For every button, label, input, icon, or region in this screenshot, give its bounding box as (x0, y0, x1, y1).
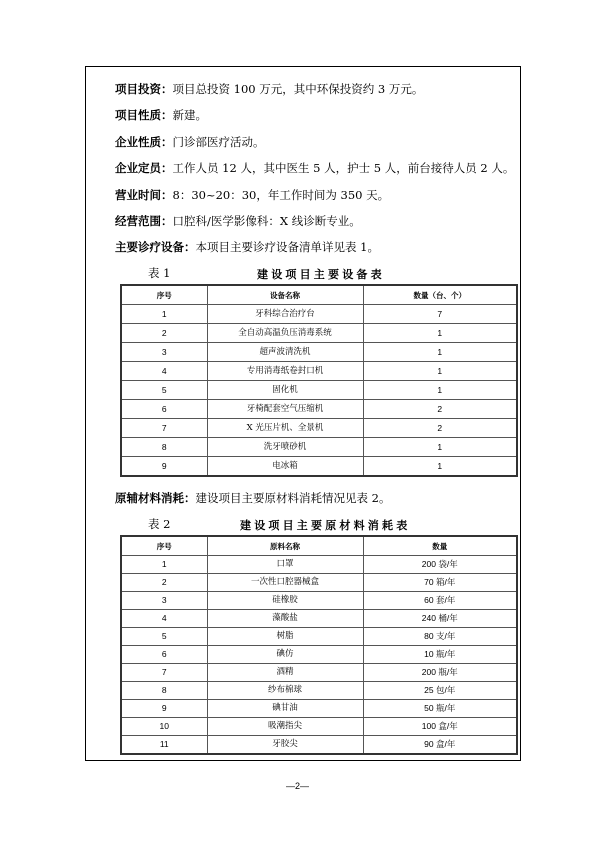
table-row (121, 736, 517, 755)
table-row (121, 628, 517, 646)
table-header-row (121, 285, 517, 305)
cell-name: 牙椅配套空气压缩机 (207, 400, 363, 419)
table-row (121, 305, 517, 324)
table-row (121, 362, 517, 381)
cell-quantity: 1 (363, 362, 517, 381)
paragraph-investment (115, 82, 423, 96)
cell-index: 10 (121, 718, 207, 736)
cell-index: 6 (121, 400, 207, 419)
text-materials: 建设项目主要原材料消耗情况见表 2。 (195, 491, 391, 505)
cell-index: 8 (121, 682, 207, 700)
cell-name: 洗牙喷砂机 (207, 438, 363, 457)
cell-name: 超声波清洗机 (207, 343, 363, 362)
cell-index: 11 (121, 736, 207, 755)
table1-caption-number: 表 1 (148, 266, 171, 280)
cell-quantity: 70 箱/年 (363, 574, 517, 592)
cell-index: 2 (121, 324, 207, 343)
table-row (121, 574, 517, 592)
cell-name: 一次性口腔器械盒 (207, 574, 363, 592)
cell-index: 4 (121, 362, 207, 381)
cell-quantity: 25 包/年 (363, 682, 517, 700)
cell-name: 专用消毒纸卷封口机 (207, 362, 363, 381)
cell-name: 藻酸盐 (207, 610, 363, 628)
cell-name: 硅橡胶 (207, 592, 363, 610)
table-row (121, 646, 517, 664)
label-investment: 项目投资： (115, 82, 173, 96)
cell-quantity: 200 瓶/年 (363, 664, 517, 682)
cell-name: X 光压片机、全景机 (207, 419, 363, 438)
cell-quantity: 10 瓶/年 (363, 646, 517, 664)
page-number: —2— (285, 781, 309, 791)
cell-name: 口罩 (207, 556, 363, 574)
text-enterprise-nature: 门诊部医疗活动。 (172, 135, 265, 149)
table-row (121, 381, 517, 400)
table-row (121, 682, 517, 700)
cell-quantity: 1 (363, 457, 517, 477)
label-enterprise-nature: 企业性质： (115, 135, 173, 149)
cell-index: 7 (121, 664, 207, 682)
cell-quantity: 1 (363, 381, 517, 400)
header-index: 序号 (121, 285, 207, 305)
cell-index: 1 (121, 305, 207, 324)
table-row (121, 610, 517, 628)
text-hours: 8：30~20：30，年工作时间为 350 天。 (172, 188, 390, 202)
cell-index: 3 (121, 592, 207, 610)
cell-index: 7 (121, 419, 207, 438)
cell-name: 碘仿 (207, 646, 363, 664)
cell-index: 8 (121, 438, 207, 457)
header-material-name: 原料名称 (207, 536, 363, 556)
cell-quantity: 1 (363, 438, 517, 457)
paragraph-scope (115, 214, 361, 228)
header-index: 序号 (121, 536, 207, 556)
cell-name: 电冰箱 (207, 457, 363, 477)
label-scope: 经营范围： (115, 214, 173, 228)
header-amount: 数量 (363, 536, 517, 556)
materials-table (120, 535, 518, 755)
table-row (121, 400, 517, 419)
table-row (121, 700, 517, 718)
table-row (121, 419, 517, 438)
cell-quantity: 2 (363, 419, 517, 438)
cell-name: 全自动高温负压消毒系统 (207, 324, 363, 343)
table-row (121, 592, 517, 610)
cell-name: 酒精 (207, 664, 363, 682)
paragraph-materials (115, 491, 390, 505)
table-row (121, 718, 517, 736)
text-scope: 口腔科/医学影像科：X 线诊断专业。 (172, 214, 361, 228)
cell-quantity: 60 套/年 (363, 592, 517, 610)
cell-name: 吸潮指尖 (207, 718, 363, 736)
cell-index: 2 (121, 574, 207, 592)
cell-quantity: 200 袋/年 (363, 556, 517, 574)
text-nature: 新建。 (172, 108, 207, 122)
table-row (121, 556, 517, 574)
cell-name: 纱布棉球 (207, 682, 363, 700)
table1-caption-title: 建设项目主要设备表 (257, 268, 385, 281)
cell-quantity: 7 (363, 305, 517, 324)
label-staffing: 企业定员： (115, 161, 173, 175)
paragraph-equipment (115, 240, 379, 254)
cell-name: 碘甘油 (207, 700, 363, 718)
cell-quantity: 1 (363, 324, 517, 343)
header-quantity: 数量（台、个） (363, 285, 517, 305)
paragraph-staffing (115, 161, 514, 175)
label-hours: 营业时间： (115, 188, 173, 202)
cell-index: 4 (121, 610, 207, 628)
cell-name: 牙科综合治疗台 (207, 305, 363, 324)
cell-quantity: 90 盒/年 (363, 736, 517, 755)
cell-name: 牙胶尖 (207, 736, 363, 755)
table-row (121, 438, 517, 457)
label-equipment: 主要诊疗设备： (115, 240, 196, 254)
table-row (121, 457, 517, 477)
label-materials: 原辅材料消耗： (115, 491, 196, 505)
cell-index: 6 (121, 646, 207, 664)
cell-index: 1 (121, 556, 207, 574)
cell-quantity: 100 盒/年 (363, 718, 517, 736)
paragraph-nature (115, 108, 207, 122)
equipment-table (120, 284, 518, 477)
cell-quantity: 1 (363, 343, 517, 362)
cell-quantity: 240 桶/年 (363, 610, 517, 628)
cell-index: 5 (121, 381, 207, 400)
cell-index: 5 (121, 628, 207, 646)
text-staffing: 工作人员 12 人，其中医生 5 人，护士 5 人，前台接待人员 2 人。 (172, 161, 515, 175)
table-row (121, 664, 517, 682)
cell-quantity: 50 瓶/年 (363, 700, 517, 718)
table-header-row (121, 536, 517, 556)
table-row (121, 324, 517, 343)
paragraph-hours (115, 188, 389, 202)
label-nature: 项目性质： (115, 108, 173, 122)
table2-caption-title: 建设项目主要原材料消耗表 (240, 519, 411, 532)
cell-index: 3 (121, 343, 207, 362)
cell-name: 树脂 (207, 628, 363, 646)
paragraph-enterprise-nature (115, 135, 265, 149)
cell-index: 9 (121, 700, 207, 718)
table2-caption-number: 表 2 (148, 517, 171, 531)
cell-quantity: 2 (363, 400, 517, 419)
cell-name: 固化机 (207, 381, 363, 400)
cell-quantity: 80 支/年 (363, 628, 517, 646)
cell-index: 9 (121, 457, 207, 477)
text-investment: 项目总投资 100 万元，其中环保投资约 3 万元。 (172, 82, 424, 96)
table-row (121, 343, 517, 362)
text-equipment: 本项目主要诊疗设备清单详见表 1。 (195, 240, 379, 254)
header-equipment-name: 设备名称 (207, 285, 363, 305)
